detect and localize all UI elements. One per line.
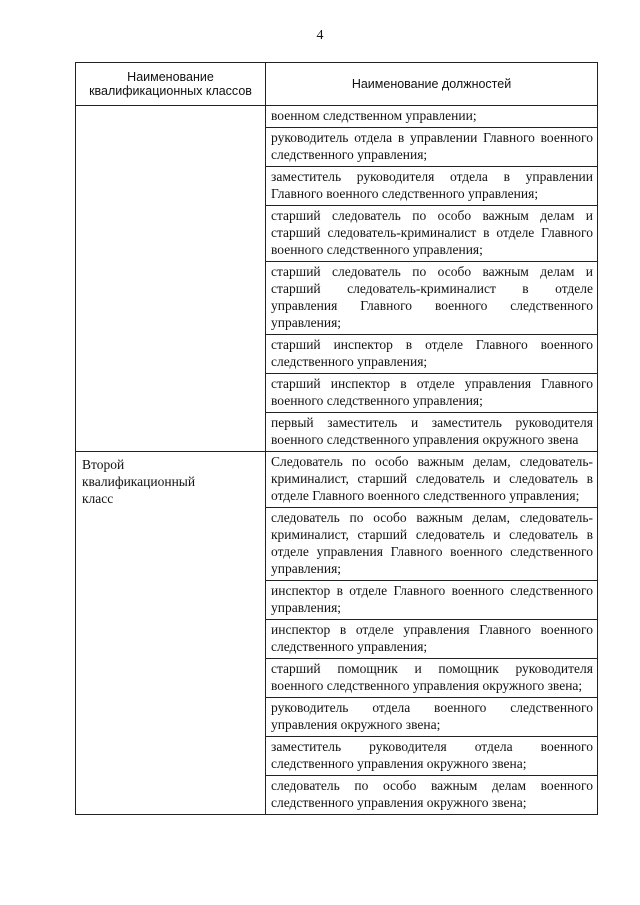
page-number: 4 [316, 28, 324, 43]
qualification-class-cell [76, 452, 266, 815]
class-name-line: Второй [82, 457, 125, 472]
qualification-class-cell [76, 106, 266, 452]
position-entry: заместитель руководителя отдела военного следственного управления окружного звена; [266, 737, 597, 776]
position-entry: следователь по особо важным делам военного следственного управления окружного звена; [271, 778, 593, 810]
section-row-second-class [76, 452, 598, 815]
position-entry: старший помощник и помощник руководителя военного следственного управления окружного звена; [266, 659, 597, 698]
positions-cell [266, 452, 598, 815]
positions-cell [266, 106, 598, 452]
table-header-row [76, 63, 598, 106]
position-entry: Следователь по особо важным делам, следователь-криминалист, старший следователь и следователь в отделе Главного военного следственного управления; [266, 452, 597, 508]
header-positions: Наименование должностей [266, 63, 598, 106]
class-name-line: квалификационный [82, 474, 196, 489]
class-name-line: класс [82, 491, 114, 506]
section-row-continued [76, 106, 598, 452]
position-entry: военном следственном управлении; [266, 106, 597, 128]
header-col1-line1: Наименование [127, 70, 214, 84]
position-entry: руководитель отдела военного следственного управления окружного звена; [266, 698, 597, 737]
position-entry: следователь по особо важным делам, следователь-криминалист, старший следователь и следователь в отделе управления Главного военного следственного управления; [266, 508, 597, 581]
position-entry: старший инспектор в отделе Главного военного следственного управления; [266, 335, 597, 374]
qualification-classes-table [75, 62, 598, 815]
position-entry: первый заместитель и заместитель руководителя военного следственного управления окружного звена [271, 415, 593, 447]
header-qualification-classes [76, 63, 266, 106]
position-entry: старший следователь по особо важным делам и старший следователь-криминалист в отделе Главного военного следственного управления; [266, 206, 597, 262]
position-entry: инспектор в отделе управления Главного военного следственного управления; [266, 620, 597, 659]
position-entry: старший инспектор в отделе управления Главного военного следственного управления; [266, 374, 597, 413]
position-entry: руководитель отдела в управлении Главного военного следственного управления; [266, 128, 597, 167]
position-entry: старший следователь по особо важным делам и старший следователь-криминалист в отделе управления Главного военного следственного управления; [266, 262, 597, 335]
position-entry: инспектор в отделе Главного военного следственного управления; [266, 581, 597, 620]
position-entry: заместитель руководителя отдела в управлении Главного военного следственного управления; [266, 167, 597, 206]
header-col1-line2: квалификационных классов [89, 84, 252, 98]
